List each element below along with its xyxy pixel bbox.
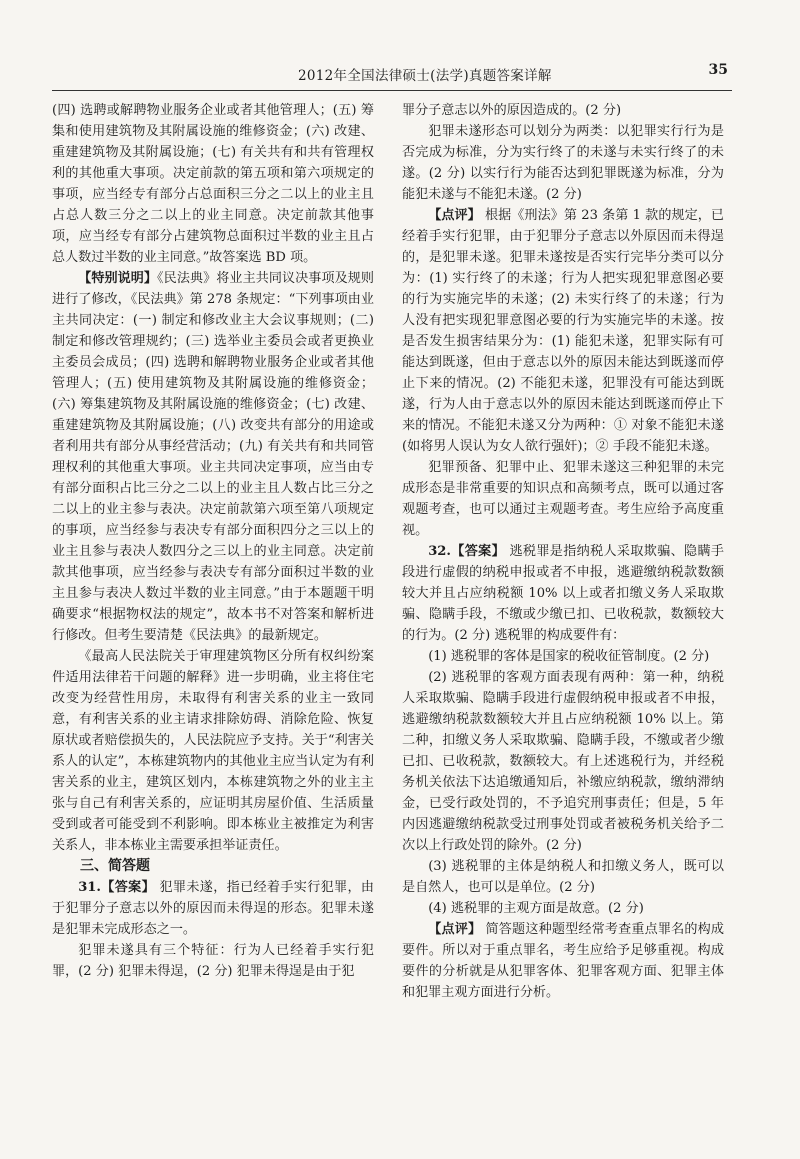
header-rule: [52, 90, 732, 91]
list-item: (3) 逃税罪的主体是纳税人和扣缴义务人，既可以是自然人，也可以是单位。(2 分): [402, 859, 724, 895]
list-item: (2) 逃税罪的客观方面表现有两种：第一种，纳税人采取欺骗、隐瞒手段进行虚假纳税申报或者不申报，逃避缴纳税款数额较大并且占应纳税额 10% 以上。第二种，扣缴义务人采取欺骗、隐瞒手段，不缴或者少缴已扣、已收税款，数额较大。有上述逃税行为，并经税务机关依法下达追缴通知后，补缴应纳税款，缴纳滞纳金，已受行政处罚的，不予追究刑事责任；但是，5 年内因逃避缴纳税款受过刑事处罚或者被税务机关给予二次以上行政处罚的除外。(2 分): [402, 670, 724, 853]
answer-32-text: 逃税罪是指纳税人采取欺骗、隐瞒手段进行虚假的纳税申报或者不申报，逃避缴纳税款数额较大并且占应纳税额 10% 以上或者扣缴义务人采取欺骗、隐瞒手段，不缴或少缴已扣、已收税款，数额较大的行为。(2 分) 逃税罪的构成要件有：: [402, 544, 724, 643]
answer-31-text: 犯罪未遂，指已经着手实行犯罪，由于犯罪分子意志以外的原因而未得逞的形态。犯罪未遂是犯罪未完成形态之一。: [52, 880, 374, 937]
comment-label: 【点评】: [428, 922, 482, 937]
answer-32: [402, 541, 724, 646]
left-column: [52, 100, 374, 982]
special-note-text: 《民法典》将业主共同议决事项及规则进行了修改，《民法典》第 278 条规定：“下列事项由业主共同决定：(一) 制定和修改业主大会议事规则；(二) 制定和修改管理规约；(三) 选举业主委员会或者更换业主委员会成员；(四) 选聘和解聘物业服务企业或者其他管理人；(五) 使用建筑物及其附属设施的维修资金；(六) 筹集建筑物及其附属设施的维修资金；(七) 改建、重建建筑物及其附属设施；(八) 改变共有部分的用途或者利用共有部分从事经营活动；(九) 有关共有和共同管理权利的其他重大事项。业主共同决定事项，应当由专有部分面积占比三分之二以上的业主且人数占比三分之二以上的业主参与表决。决定前款第六项至第八项规定的事项，应当经参与表决专有部分面积四分之三以上的业主且参与表决人数四分之三以上的业主同意。决定前款其他事项，应当经参与表决专有部分面积过半数的业主且参与表决人数过半数的业主同意。”由于本题题干明确要求“根据物权法的规定”，故本书不对答案和解析进行修改。但考生要清楚《民法典》的最新规定。: [52, 271, 374, 643]
comment-31: [402, 205, 724, 457]
special-note: [52, 268, 374, 646]
special-note-label: 【特别说明】: [78, 271, 158, 286]
answer-31: [52, 877, 374, 940]
paragraph: 犯罪预备、犯罪中止、犯罪未遂这三种犯罪的未完成形态是非常重要的知识点和高频考点，既可以通过客观题考查，也可以通过主观题考查。考生应给予高度重视。: [402, 460, 724, 538]
comment-text: 简答题这种题型经常考查重点罪名的构成要件。所以对于重点罪名，考生应给予足够重视。构成要件的分析就是从犯罪客体、犯罪客观方面、犯罪主体和犯罪主观方面进行分析。: [402, 922, 724, 1000]
comment-32: [402, 919, 724, 1003]
right-column: [402, 100, 724, 1003]
paragraph: 《最高人民法院关于审理建筑物区分所有权纠纷案件适用法律若干问题的解释》进一步明确，业主将住宅改变为经营性用房，未取得有利害关系的业主一致同意，有利害关系的业主请求排除妨碍、消除危险、恢复原状或者赔偿损失的，人民法院应予支持。关于“利害关系人的认定”，本栋建筑物内的其他业主应当认定为有利害关系的业主，建筑区划内，本栋建筑物之外的业主主张与自己有利害关系的，应证明其房屋价值、生活质量受到或者可能受到不利影响。即本栋业主被推定为利害关系人，非本栋业主需要承担举证责任。: [52, 649, 374, 853]
comment-label: 【点评】: [428, 208, 481, 223]
header-title: 2012年全国法律硕士(法学)真题答案详解: [298, 68, 552, 84]
paragraph: 犯罪未遂形态可以划分为两类：以犯罪实行行为是否完成为标准，分为实行终了的未遂与未实行终了的未遂。(2 分) 以实行行为能否达到犯罪既遂为标准，分为能犯未遂与不能犯未遂。(2 分): [402, 124, 724, 202]
paragraph: (四) 选聘或解聘物业服务企业或者其他管理人；(五) 筹集和使用建筑物及其附属设施的维修资金；(六) 改建、重建建筑物及其附属设施；(七) 有关共有和共有管理权利的其他重大事项。决定前款的第五项和第六项规定的事项，应当经专有部分占总面积三分之二以上的业主且占总人数三分之二以上的业主同意。决定前款其他事项，应当经专有部分占建筑物总面积过半数的业主且占总人数过半数的业主同意。”故答案选 BD 项。: [52, 103, 374, 265]
paragraph: 犯罪未遂具有三个特征：行为人已经着手实行犯罪，(2 分) 犯罪未得逞，(2 分) 犯罪未得逞是由于犯: [52, 943, 374, 979]
comment-text: 根据《刑法》第 23 条第 1 款的规定，已经着手实行犯罪，由于犯罪分子意志以外原因而未得逞的，是犯罪未遂。犯罪未遂按是否实行完毕分类可以分为：(1) 实行终了的未遂；行为人把实现犯罪意图必要的行为实施完毕的未遂；(2) 未实行终了的未遂；行为人没有把实现犯罪意图必要的行为实施完毕的未遂。按是否发生损害结果分为：(1) 能犯未遂，犯罪实际有可能达到既遂，但由于意志以外的原因未能达到既遂而停止下来的情况。(2) 不能犯未遂，犯罪没有可能达到既遂，行为人由于意志以外的原因未能达到既遂而停止下来的情况。不能犯未遂又分为两种：① 对象不能犯未遂(如将男人误认为女人欲行强奸)；② 手段不能犯未遂。: [402, 208, 724, 454]
section-title: 三、简答题: [80, 858, 150, 874]
list-item: (4) 逃税罪的主观方面是故意。(2 分): [428, 901, 644, 916]
answer-31-label: 31.【答案】: [78, 880, 156, 895]
answer-32-label: 32.【答案】: [428, 544, 506, 559]
page-header: [58, 60, 728, 88]
page-number: 35: [708, 62, 728, 78]
paragraph: 罪分子意志以外的原因造成的。(2 分): [402, 103, 622, 118]
list-item: (1) 逃税罪的客体是国家的税收征管制度。(2 分): [428, 649, 710, 664]
